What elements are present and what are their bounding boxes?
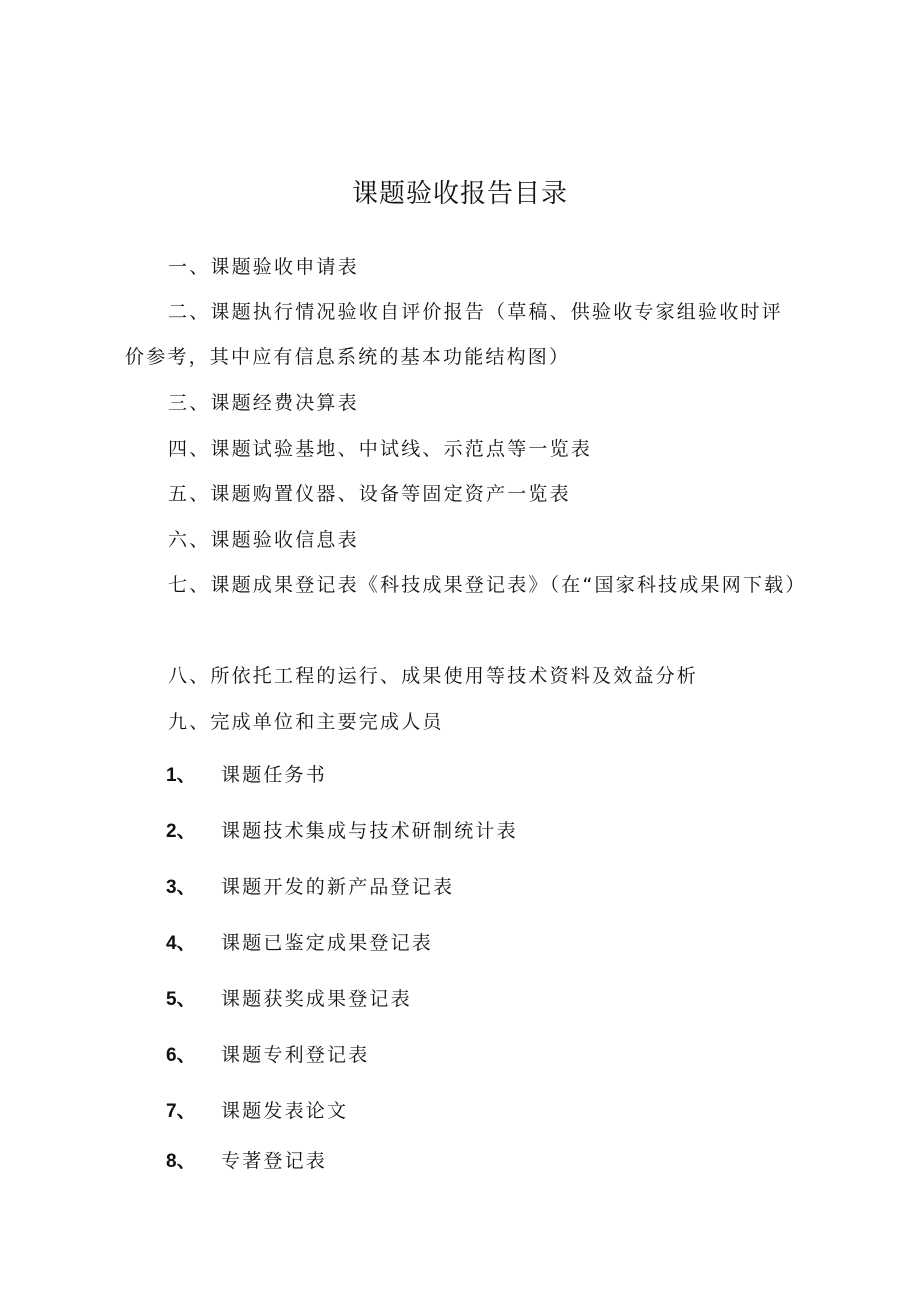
document-title: 课题验收报告目录 [351, 179, 568, 209]
sub-item-number: 5、 [166, 989, 196, 1010]
sub-item-text: 课题技术集成与技术研制统计表 [221, 820, 518, 842]
toc-item-9: 九、完成单位和主要完成人员 [168, 711, 444, 733]
toc-item-8: 八、所依托工程的运行、成果使用等技术资料及效益分析 [168, 665, 699, 687]
sub-item-number: 4、 [166, 933, 196, 954]
sub-item-number: 6、 [166, 1045, 196, 1066]
sub-item-number: 1、 [166, 765, 196, 786]
toc-item-3: 三、课题经费决算表 [168, 392, 359, 414]
sub-item-text: 课题发表论文 [221, 1100, 349, 1122]
toc-item-2: 二、课题执行情况验收自评价报告（草稿、供验收专家组验收时评价参考，其中应有信息系统的基本功能结构图） [125, 301, 783, 368]
toc-item-7: 七、课题成果登记表《科技成果登记表》（在“国家科技成果网下载） [168, 574, 807, 596]
toc-item-6: 六、课题验收信息表 [168, 529, 359, 551]
sub-item-7 [166, 1096, 766, 1127]
sub-item-text: 课题开发的新产品登记表 [221, 876, 455, 898]
sub-item-2 [166, 816, 766, 847]
sub-item-4 [166, 928, 766, 959]
sub-item-5 [166, 984, 766, 1015]
sub-item-text: 课题专利登记表 [221, 1044, 370, 1066]
sub-item-3 [166, 872, 766, 903]
sub-item-text: 专著登记表 [221, 1150, 328, 1172]
toc-item-4: 四、课题试验基地、中试线、示范点等一览表 [168, 438, 593, 460]
sub-item-text: 课题已鉴定成果登记表 [221, 932, 434, 954]
sub-item-number: 2、 [166, 821, 196, 842]
sub-item-number: 8、 [166, 1151, 196, 1172]
sub-item-text: 课题获奖成果登记表 [221, 988, 412, 1010]
sub-item-number: 7、 [166, 1101, 196, 1122]
sub-item-6 [166, 1040, 766, 1071]
sub-item-number: 3、 [166, 877, 196, 898]
toc-item-5: 五、课题购置仪器、设备等固定资产一览表 [168, 483, 571, 505]
sub-item-text: 课题任务书 [221, 764, 328, 786]
toc-item-1: 一、课题验收申请表 [168, 256, 359, 278]
sub-item-1 [166, 760, 766, 791]
sub-item-8 [166, 1146, 766, 1177]
